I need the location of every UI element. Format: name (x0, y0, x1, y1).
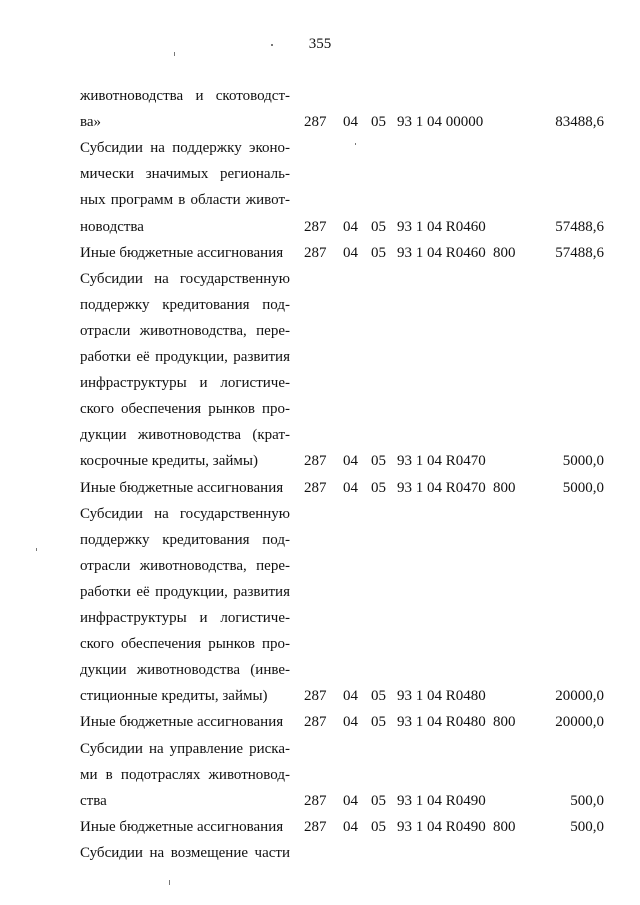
table-row (0, 819, 640, 845)
code-gr: 287 (304, 453, 327, 470)
row-description: поддержку кредитования под- (80, 296, 290, 313)
code-csr: 93 1 04 R0460 (397, 218, 486, 235)
scan-speck (355, 143, 356, 145)
row-description: отрасли животноводства, пере- (80, 322, 290, 339)
code-rz: 04 (343, 453, 358, 470)
table-row (0, 375, 640, 401)
row-amount: 5000,0 (562, 479, 604, 496)
code-gr: 287 (304, 792, 327, 809)
table-row (0, 166, 640, 192)
row-amount: 5000,0 (562, 453, 604, 470)
table-row (0, 245, 640, 271)
scan-speck (169, 880, 170, 885)
row-description: ства (80, 792, 107, 809)
table-row (0, 662, 640, 688)
code-csr: 93 1 04 R0470 (397, 479, 486, 496)
table-row (0, 219, 640, 245)
row-description: Субсидии на государственную (80, 270, 290, 287)
table-row (0, 114, 640, 140)
table-row (0, 401, 640, 427)
code-pr: 05 (371, 218, 386, 235)
table-row (0, 506, 640, 532)
row-amount: 57488,6 (555, 218, 604, 235)
scan-speck (174, 52, 175, 56)
code-pr: 05 (371, 479, 386, 496)
code-rz: 04 (343, 114, 358, 131)
table-row (0, 297, 640, 323)
table-row (0, 793, 640, 819)
scan-speck (271, 44, 273, 46)
table-row (0, 323, 640, 349)
code-rz: 04 (343, 688, 358, 705)
table-row (0, 427, 640, 453)
scan-speck (36, 548, 37, 551)
table-row (0, 636, 640, 662)
row-description: мически значимых региональ- (80, 166, 290, 183)
row-description: новодства (80, 218, 144, 235)
page-number: 355 (308, 36, 332, 52)
code-csr: 93 1 04 R0480 (397, 688, 486, 705)
row-description: дукции животноводства (инве- (80, 662, 290, 679)
code-pr: 05 (371, 453, 386, 470)
code-gr: 287 (304, 244, 327, 261)
table-row (0, 767, 640, 793)
code-csr: 93 1 04 R0490 (397, 792, 486, 809)
code-pr: 05 (371, 818, 386, 835)
code-pr: 05 (371, 714, 386, 731)
table-row (0, 584, 640, 610)
table-row (0, 532, 640, 558)
table-row (0, 741, 640, 767)
code-rz: 04 (343, 479, 358, 496)
table-row (0, 558, 640, 584)
code-csr: 93 1 04 R0470 (397, 453, 486, 470)
code-csr: 93 1 04 R0460 (397, 244, 486, 261)
code-rz: 04 (343, 218, 358, 235)
code-vr: 800 (493, 818, 516, 835)
code-pr: 05 (371, 244, 386, 261)
row-description: ского обеспечения рынков про- (80, 401, 290, 418)
row-description: инфраструктуры и логистиче- (80, 610, 290, 626)
code-gr: 287 (304, 818, 327, 835)
code-rz: 04 (343, 818, 358, 835)
code-pr: 05 (371, 792, 386, 809)
code-rz: 04 (343, 792, 358, 809)
table-row (0, 192, 640, 218)
row-description: ского обеспечения рынков про- (80, 636, 290, 653)
code-gr: 287 (304, 479, 327, 496)
row-description: работки её продукции, развития (80, 583, 290, 600)
row-amount: 500,0 (570, 818, 604, 835)
row-description: Иные бюджетные ассигнования (80, 479, 284, 496)
table-row (0, 714, 640, 740)
code-gr: 287 (304, 114, 327, 131)
table-row (0, 349, 640, 375)
row-amount: 83488,6 (555, 114, 604, 131)
code-csr: 93 1 04 R0480 (397, 714, 486, 731)
code-rz: 04 (343, 244, 358, 261)
row-description: работки её продукции, развития (80, 349, 290, 365)
row-description: Субсидии на возмещение части (80, 844, 290, 861)
code-pr: 05 (371, 688, 386, 705)
row-description: поддержку кредитования под- (80, 531, 290, 548)
row-amount: 20000,0 (555, 714, 604, 731)
table-row (0, 610, 640, 636)
row-description: Иные бюджетные ассигнования (80, 244, 284, 261)
code-gr: 287 (304, 714, 327, 731)
row-description: Субсидии на управление риска- (80, 740, 290, 757)
row-description: ми в подотраслях животновод- (80, 766, 290, 783)
row-amount: 57488,6 (555, 244, 604, 261)
row-description: Иные бюджетные ассигнования (80, 818, 284, 835)
row-description: ва» (80, 114, 102, 131)
code-gr: 287 (304, 218, 327, 235)
table-row (0, 88, 640, 114)
row-description: стиционные кредиты, займы) (80, 688, 268, 705)
table-row (0, 845, 640, 871)
row-description: дукции животноводства (крат- (80, 427, 290, 444)
row-description: Субсидии на поддержку эконо- (80, 140, 290, 157)
code-vr: 800 (493, 714, 516, 731)
row-description: Субсидии на государственную (80, 505, 290, 522)
code-pr: 05 (371, 114, 386, 131)
row-description: ных программ в области живот- (80, 192, 290, 209)
code-rz: 04 (343, 714, 358, 731)
table-row (0, 140, 640, 166)
code-gr: 287 (304, 688, 327, 705)
table-row (0, 688, 640, 714)
row-description: Иные бюджетные ассигнования (80, 714, 284, 731)
row-amount: 500,0 (570, 792, 604, 809)
code-vr: 800 (493, 244, 516, 261)
table-row (0, 271, 640, 297)
row-description: животноводства и скотоводст- (80, 88, 290, 104)
code-csr: 93 1 04 R0490 (397, 818, 486, 835)
code-vr: 800 (493, 479, 516, 496)
row-amount: 20000,0 (555, 688, 604, 705)
row-description: инфраструктуры и логистиче- (80, 375, 290, 392)
table-row (0, 480, 640, 506)
code-csr: 93 1 04 00000 (397, 114, 484, 131)
row-description: косрочные кредиты, займы) (80, 453, 258, 470)
table-row (0, 453, 640, 479)
row-description: отрасли животноводства, пере- (80, 557, 290, 574)
